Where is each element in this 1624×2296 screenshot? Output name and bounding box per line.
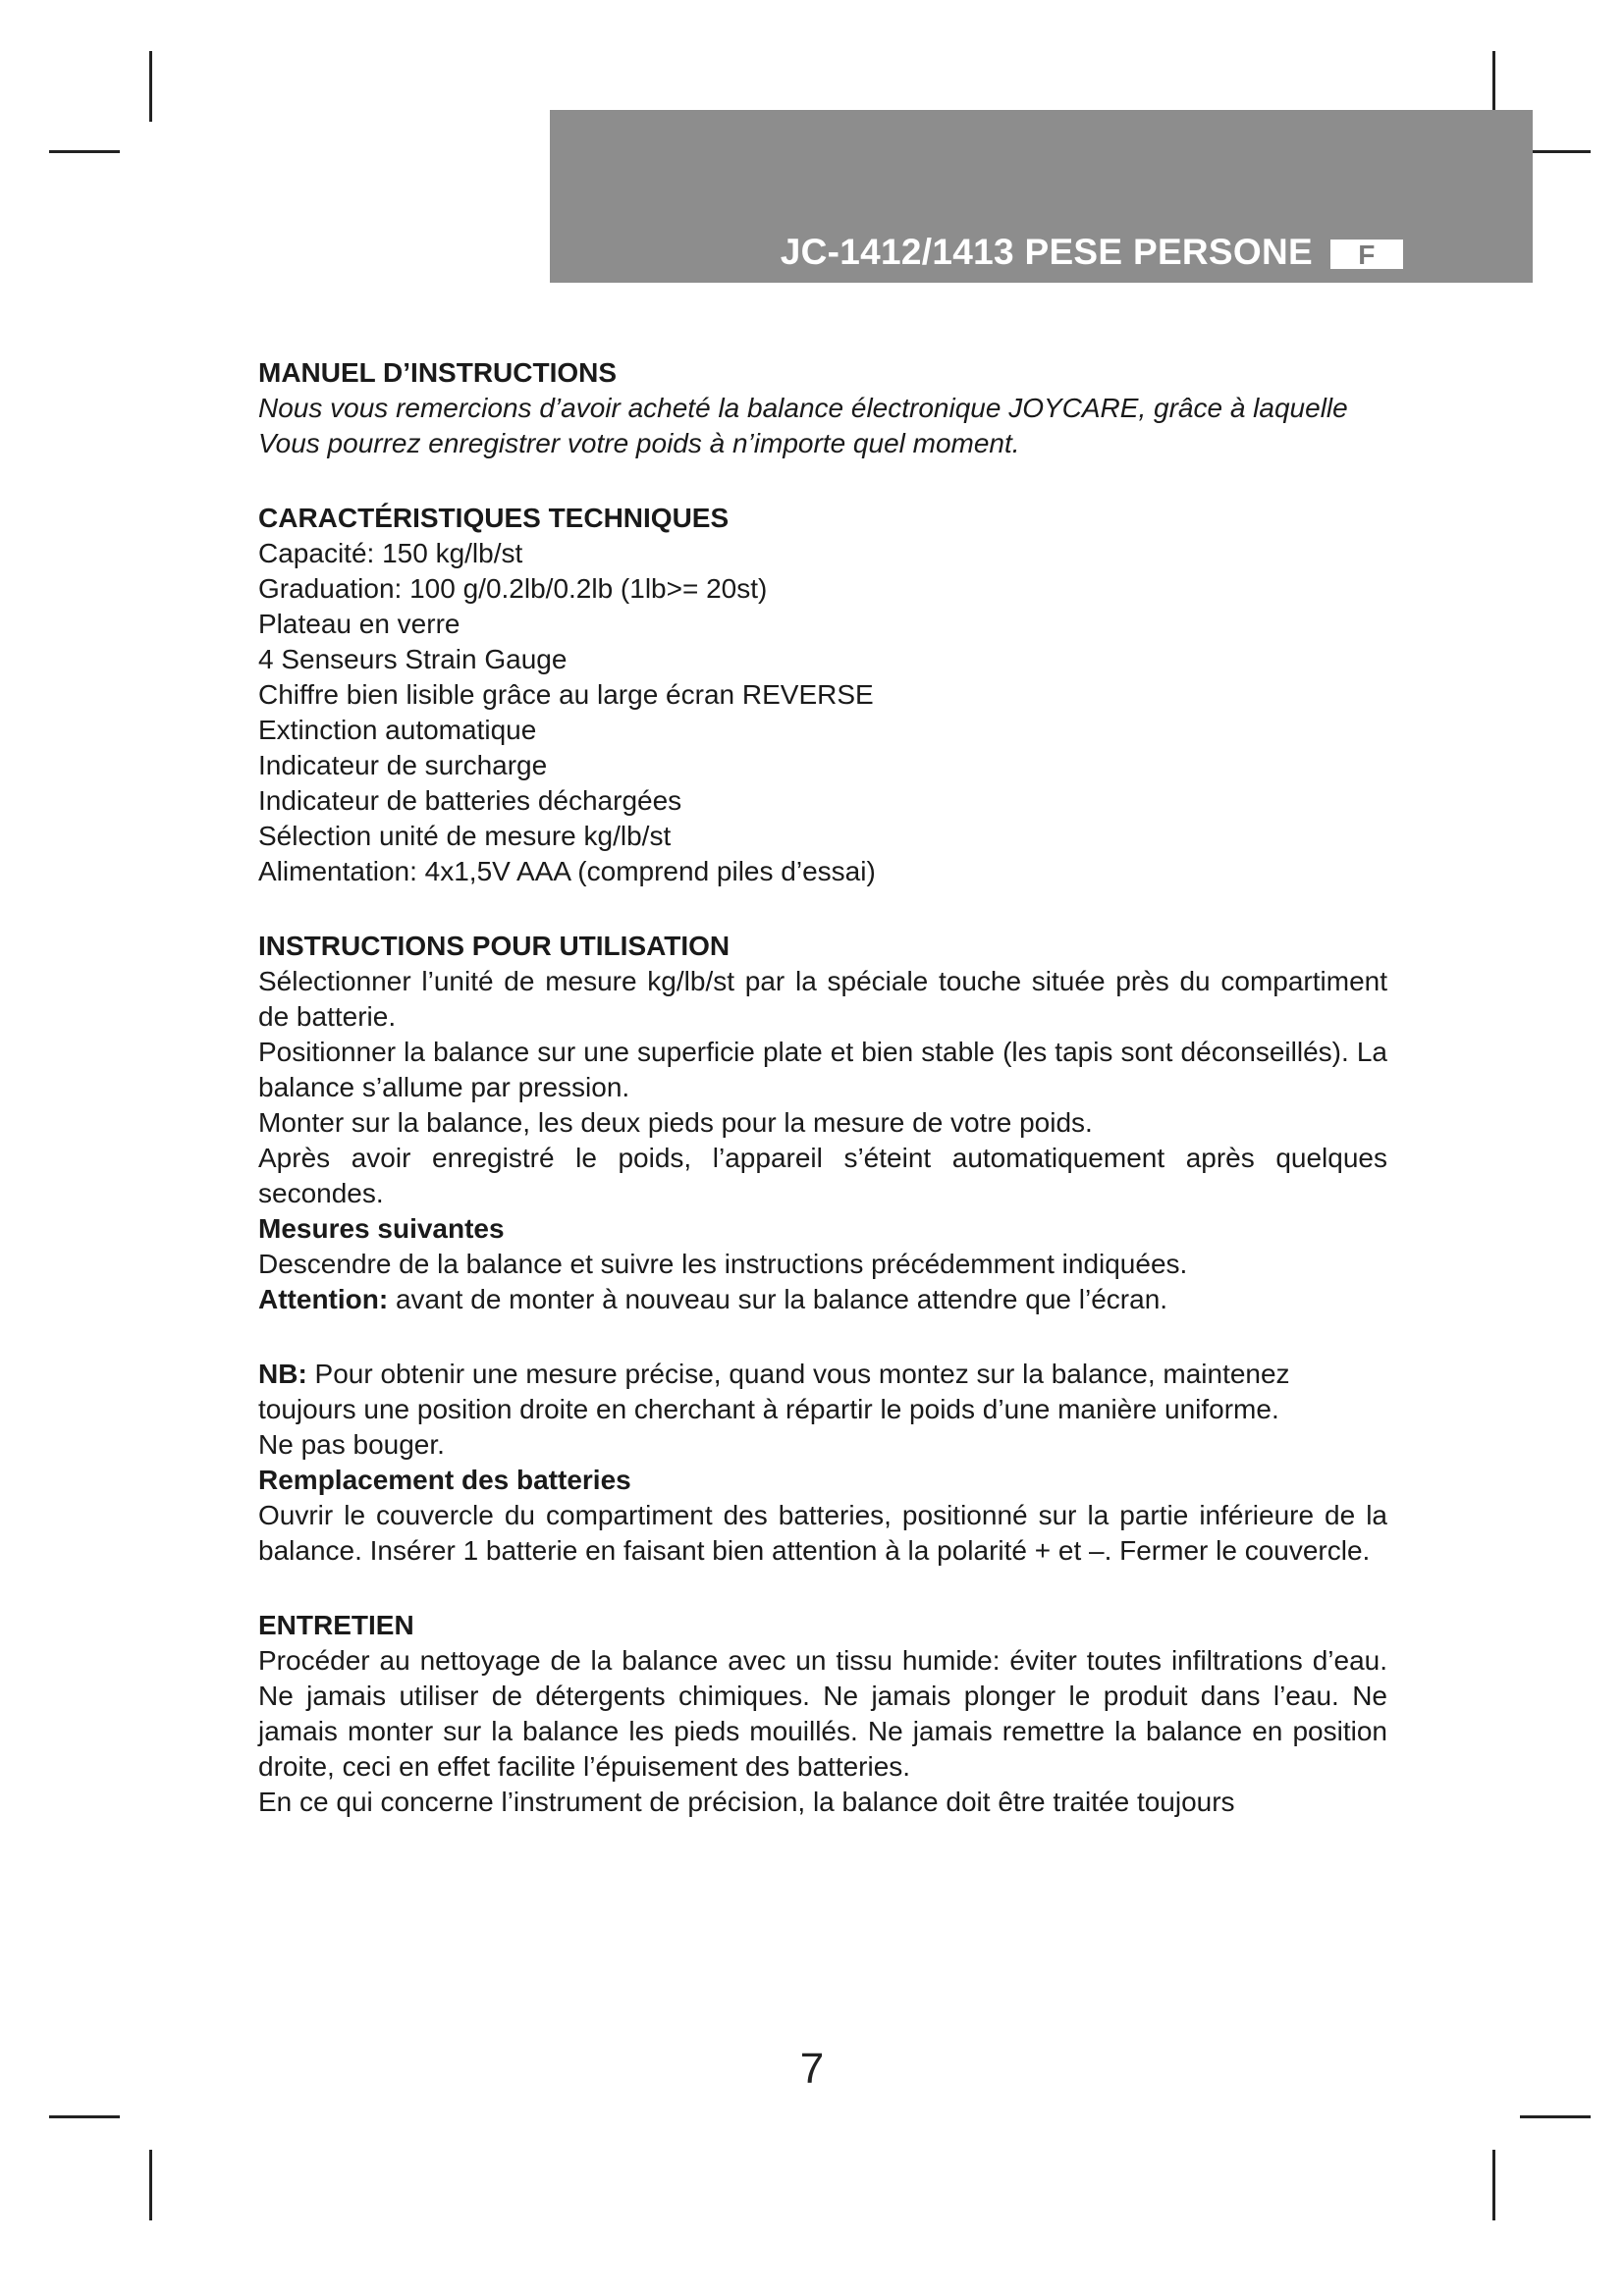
spec-item: Extinction automatique (258, 715, 537, 745)
attention-text: avant de monter à nouveau sur la balance attendre que l’écran. (388, 1284, 1168, 1314)
note-text: Pour obtenir une mesure précise, quand vous montez sur la balance, maintenez toujours une position droite en cherchant à répartir le poids d’une manière uniforme. (258, 1359, 1290, 1424)
spec-item: Sélection unité de mesure kg/lb/st (258, 821, 672, 851)
language-badge: F (1330, 240, 1403, 269)
spec-item: Indicateur de surcharge (258, 750, 548, 780)
spec-item: Alimentation: 4x1,5V AAA (comprend piles d’essai) (258, 856, 876, 886)
header-band (550, 110, 1533, 283)
maintenance-text-2: En ce qui concerne l’instrument de précision, la balance doit être traitée toujours (258, 1787, 1235, 1817)
spec-item: 4 Senseurs Strain Gauge (258, 644, 568, 674)
maintenance-text: Procéder au nettoyage de la balance avec un tissu humide: éviter toutes infiltrations d’eau. Ne jamais utiliser de détergents chimiques. Ne jamais plonger le produit dans l’eau. Ne jamais monter sur la balance les pieds mouillés. Ne jamais remettre la balance en position droite, ceci en effet facilite l’épuisement des batteries. (258, 1645, 1387, 1782)
attention-label: Attention: (258, 1284, 389, 1314)
crop-mark-top-left-horizontal (49, 150, 120, 153)
header-title-row (781, 232, 1403, 273)
spec-item: Plateau en verre (258, 609, 460, 639)
document-body (258, 355, 1387, 1820)
subheading-next-measures: Mesures suivantes (258, 1213, 505, 1244)
subheading-battery: Remplacement des batteries (258, 1465, 631, 1495)
battery-text: Ouvrir le couvercle du compartiment des batteries, positionné sur la partie inférieure de la balance. Insérer 1 batterie en faisant bien attention à la polarité + et –. Fermer le couvercle. (258, 1500, 1387, 1566)
page-number: 7 (799, 2045, 825, 2093)
usage-paragraph: Monter sur la balance, les deux pieds pour la mesure de votre poids. (258, 1107, 1093, 1138)
note-paragraph (258, 1357, 1387, 1427)
crop-mark-bottom-right-horizontal (1520, 2115, 1591, 2118)
section-heading-specs: CARACTÉRISTIQUES TECHNIQUES (258, 503, 730, 533)
note-label: NB: (258, 1359, 307, 1389)
section-heading-manual: MANUEL D’INSTRUCTIONS (258, 357, 618, 388)
attention-line (258, 1282, 1387, 1317)
section-heading-usage: INSTRUCTIONS POUR UTILISATION (258, 931, 731, 961)
spec-item: Graduation: 100 g/0.2lb/0.2lb (1lb>= 20st) (258, 573, 768, 604)
intro-paragraph: Nous vous remercions d’avoir acheté la balance électronique JOYCARE, grâce à laquelle Vous pourrez enregistrer votre poids à n’importe quel moment. (258, 393, 1348, 458)
spec-item: Chiffre bien lisible grâce au large écran REVERSE (258, 679, 874, 710)
spec-item: Capacité: 150 kg/lb/st (258, 538, 523, 568)
crop-mark-bottom-right-vertical (1492, 2150, 1495, 2220)
usage-paragraph: Positionner la balance sur une superficie plate et bien stable (les tapis sont déconseillés). La balance s’allume par pression. (258, 1037, 1387, 1102)
crop-mark-bottom-left-vertical (149, 2150, 152, 2220)
usage-paragraph: Sélectionner l’unité de mesure kg/lb/st par la spéciale touche située près du compartiment de batterie. (258, 966, 1387, 1032)
usage-paragraph: Après avoir enregistré le poids, l’appareil s’éteint automatiquement après quelques secondes. (258, 1143, 1387, 1208)
note-text-2: Ne pas bouger. (258, 1429, 445, 1460)
spec-item: Indicateur de batteries déchargées (258, 785, 682, 816)
next-measures-text: Descendre de la balance et suivre les instructions précédemment indiquées. (258, 1249, 1188, 1279)
section-heading-maintenance: ENTRETIEN (258, 1610, 414, 1640)
crop-mark-bottom-left-horizontal (49, 2115, 120, 2118)
crop-mark-top-left-vertical (149, 51, 152, 122)
document-title: JC-1412/1413 PESE PERSONE (780, 232, 1313, 272)
